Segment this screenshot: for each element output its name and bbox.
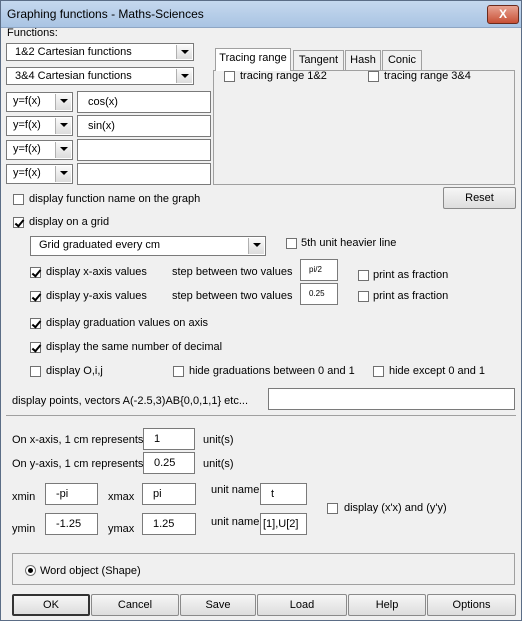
chevron-down-icon[interactable] (55, 166, 71, 182)
tab-tracing-range[interactable]: Tracing range (215, 48, 291, 71)
function-type-select-4[interactable] (6, 164, 73, 184)
tab-panel (213, 70, 515, 185)
x-step-value: pi/2 (309, 265, 322, 274)
x-scale-label: On x-axis, 1 cm represents (12, 434, 144, 446)
function-expression-input-4[interactable] (77, 163, 211, 185)
y-step-value: 0.25 (309, 289, 325, 298)
display-axes-checkbox[interactable] (327, 503, 338, 514)
y-scale-label: On y-axis, 1 cm represents (12, 458, 144, 470)
function-expression-input-1[interactable] (77, 91, 211, 113)
same-decimal-checkbox[interactable] (30, 342, 41, 353)
reset-button[interactable]: Reset (443, 187, 516, 209)
help-button[interactable]: Help (348, 594, 426, 616)
tracing-range-12-label: tracing range 1&2 (240, 70, 327, 82)
chevron-down-icon[interactable] (248, 238, 264, 254)
unit-name-input-1[interactable] (260, 483, 307, 505)
function-expression-input-3[interactable] (77, 139, 211, 161)
points-input[interactable] (268, 388, 515, 410)
tracing-range-34-label: tracing range 3&4 (384, 70, 471, 82)
function-type-value: y=f(x) (13, 143, 41, 155)
tracing-range-12-checkbox[interactable] (224, 71, 235, 82)
chevron-down-icon[interactable] (176, 45, 192, 59)
functions-label: Functions: (7, 27, 58, 39)
function-type-value: y=f(x) (13, 119, 41, 131)
grid-checkbox[interactable] (13, 217, 24, 228)
cancel-button[interactable]: Cancel (91, 594, 179, 616)
function-expression-value: sin(x) (88, 120, 115, 132)
tab-hash[interactable]: Hash (345, 50, 381, 70)
tab-tangent[interactable]: Tangent (293, 50, 344, 70)
xmax-label: xmax (108, 491, 135, 503)
window-title: Graphing functions - Maths-Sciences (7, 7, 204, 21)
hide-grad-checkbox[interactable] (173, 366, 184, 377)
function-expression-value: cos(x) (88, 96, 118, 108)
unit-name-label-1: unit name (211, 484, 260, 496)
ymin-value: -1.25 (56, 518, 82, 530)
hide-grad-label: hide graduations between 0 and 1 (189, 365, 355, 377)
unit-name-input-2[interactable] (260, 513, 307, 535)
grid-label: display on a grid (29, 216, 110, 228)
function-group-1-value: 1&2 Cartesian functions (15, 46, 132, 58)
grad-values-checkbox[interactable] (30, 318, 41, 329)
load-button[interactable]: Load (257, 594, 347, 616)
y-step-label: step between two values (172, 290, 293, 302)
x-scale-input[interactable] (143, 428, 195, 450)
divider (6, 415, 516, 416)
chevron-down-icon[interactable] (176, 69, 192, 83)
chevron-down-icon[interactable] (55, 94, 71, 110)
xmax-value: pi (153, 488, 162, 500)
display-axes-label: display (x'x) and (y'y) (344, 502, 447, 514)
function-group-1-select[interactable] (6, 43, 194, 61)
y-values-label: display y-axis values (46, 290, 147, 302)
y-scale-input[interactable] (143, 452, 195, 474)
ok-button[interactable]: OK (12, 594, 90, 616)
chevron-down-icon[interactable] (55, 118, 71, 134)
xmin-value: -pi (56, 488, 69, 500)
function-type-value: y=f(x) (13, 167, 41, 179)
tracing-range-34-checkbox[interactable] (368, 71, 379, 82)
ymin-label: ymin (12, 523, 36, 535)
y-unit-label: unit(s) (203, 458, 234, 470)
show-name-label: display function name on the graph (29, 193, 201, 205)
grid-type-select[interactable] (30, 236, 266, 256)
x-fraction-checkbox[interactable] (358, 270, 369, 281)
tab-conic[interactable]: Conic (382, 50, 422, 70)
chevron-down-icon[interactable] (55, 142, 71, 158)
x-fraction-label: print as fraction (373, 269, 449, 281)
xmin-input[interactable] (45, 483, 98, 505)
x-scale-value: 1 (154, 433, 161, 445)
ymax-value: 1.25 (153, 518, 175, 530)
display-oij-checkbox[interactable] (30, 366, 41, 377)
points-label: display points, vectors A(-2.5,3)AB{0,0,1,1} etc... (12, 395, 249, 407)
hide-except-checkbox[interactable] (373, 366, 384, 377)
grid-type-value: Grid graduated every cm (39, 239, 161, 251)
unit-name-value-1: t (271, 488, 275, 500)
y-scale-value: 0.25 (154, 457, 176, 469)
function-type-select-3[interactable] (6, 140, 73, 160)
word-object-label: Word object (Shape) (40, 565, 141, 577)
close-button[interactable]: X (487, 5, 519, 24)
function-group-2-select[interactable] (6, 67, 194, 85)
ymax-input[interactable] (142, 513, 196, 535)
save-button[interactable]: Save (180, 594, 256, 616)
x-values-checkbox[interactable] (30, 267, 41, 278)
display-oij-label: display O,i,j (46, 365, 103, 377)
xmax-input[interactable] (142, 483, 196, 505)
options-button[interactable]: Options (427, 594, 516, 616)
xmin-label: xmin (12, 491, 36, 503)
fifth-unit-label: 5th unit heavier line (301, 237, 397, 249)
y-values-checkbox[interactable] (30, 291, 41, 302)
x-values-label: display x-axis values (46, 266, 147, 278)
ymin-input[interactable] (45, 513, 98, 535)
y-fraction-label: print as fraction (373, 290, 449, 302)
y-fraction-checkbox[interactable] (358, 291, 369, 302)
x-unit-label: unit(s) (203, 434, 234, 446)
function-type-select-2[interactable] (6, 116, 73, 136)
grad-values-label: display graduation values on axis (46, 317, 209, 329)
fifth-unit-checkbox[interactable] (286, 238, 297, 249)
word-object-radio[interactable] (25, 565, 36, 576)
unit-name-label-2: unit name (211, 516, 260, 528)
same-decimal-label: display the same number of decimal (46, 341, 223, 353)
x-step-label: step between two values (172, 266, 293, 278)
function-type-select-1[interactable] (6, 92, 73, 112)
function-type-value: y=f(x) (13, 95, 41, 107)
unit-name-value-2: [1],U[2] (263, 518, 299, 530)
show-name-checkbox[interactable] (13, 194, 24, 205)
x-step-input[interactable] (300, 259, 338, 281)
title-bar[interactable] (1, 1, 521, 28)
hide-except-label: hide except 0 and 1 (389, 365, 486, 377)
function-group-2-value: 3&4 Cartesian functions (15, 70, 132, 82)
function-expression-input-2[interactable] (77, 115, 211, 137)
ymax-label: ymax (108, 523, 135, 535)
y-step-input[interactable] (300, 283, 338, 305)
